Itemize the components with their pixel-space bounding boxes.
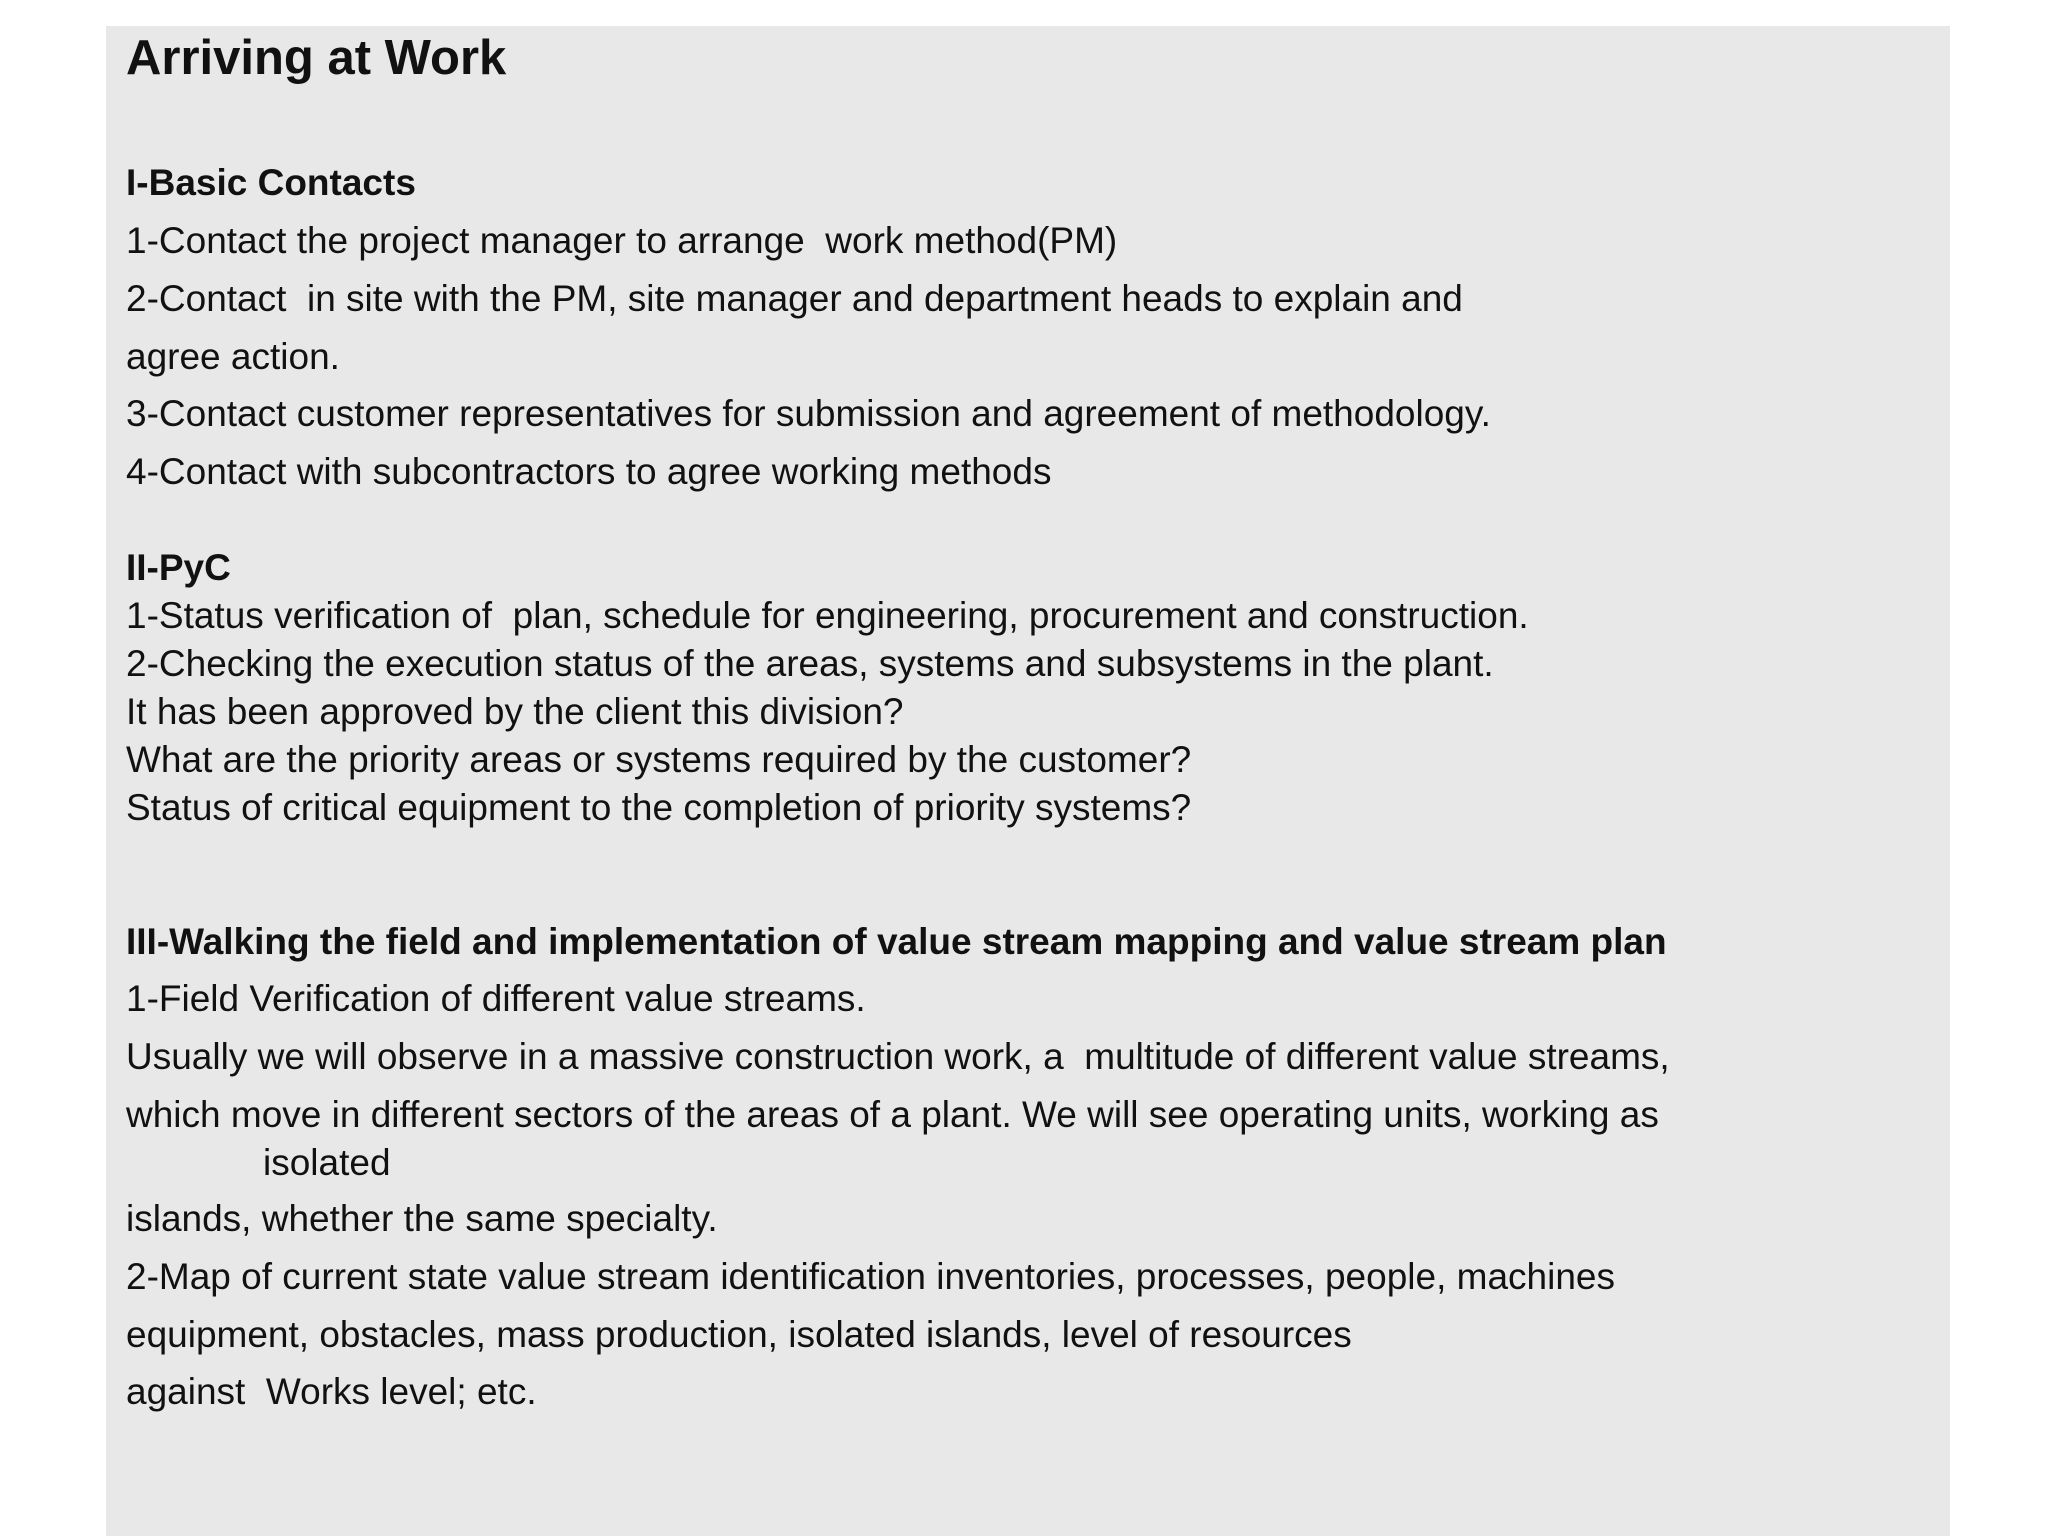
text-line: against Works level; etc.	[126, 1371, 537, 1412]
text-line: equipment, obstacles, mass production, isolated islands, level of resources	[126, 1314, 1352, 1355]
text-line: which move in different sectors of the areas of a plant. We will see operating units, working as	[126, 1094, 1659, 1135]
section-heading-pyc: II-PyC	[126, 547, 231, 588]
text-line: 2-Map of current state value stream identification inventories, processes, people, machines	[126, 1256, 1615, 1297]
text-line: Status of critical equipment to the completion of priority systems?	[126, 787, 1192, 828]
text-line: What are the priority areas or systems required by the customer?	[126, 739, 1192, 780]
text-line: isolated	[263, 1142, 391, 1183]
text-line: agree action.	[126, 336, 340, 377]
text-line: islands, whether the same specialty.	[126, 1198, 718, 1239]
page-title: Arriving at Work	[126, 31, 507, 85]
text-line: Usually we will observe in a massive construction work, a multitude of different value streams,	[126, 1036, 1670, 1077]
text-line: 2-Contact in site with the PM, site manager and department heads to explain and	[126, 278, 1463, 319]
text-line: 3-Contact customer representatives for submission and agreement of methodology.	[126, 393, 1491, 434]
text-line: 1-Contact the project manager to arrange work method(PM)	[126, 220, 1118, 261]
text-line: 2-Checking the execution status of the areas, systems and subsystems in the plant.	[126, 643, 1494, 684]
text-line: 4-Contact with subcontractors to agree working methods	[126, 451, 1052, 492]
section-heading-basic-contacts: I-Basic Contacts	[126, 162, 416, 203]
text-line: 1-Field Verification of different value streams.	[126, 978, 866, 1019]
text-line: 1-Status verification of plan, schedule for engineering, procurement and construction.	[126, 595, 1529, 636]
section-heading-value-stream: III-Walking the field and implementation of value stream mapping and value stream plan	[126, 921, 1667, 962]
text-line: It has been approved by the client this division?	[126, 691, 904, 732]
